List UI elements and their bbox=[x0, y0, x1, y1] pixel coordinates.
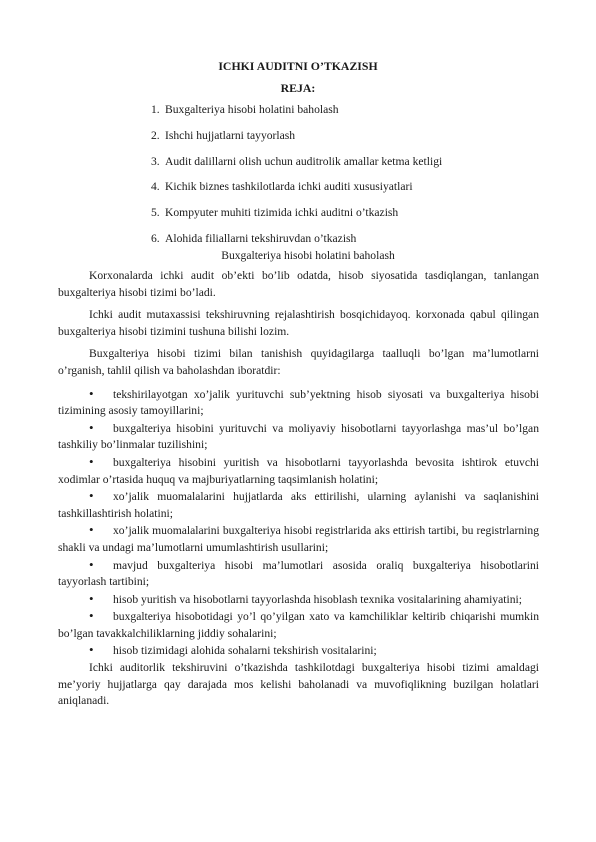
bullet-text: tekshirilayotgan xo’jalik yurituvchi sub’yektning hisob siyosati va buxgalteriya hisobi tizimining asosiy tamoyillarini; bbox=[58, 387, 539, 418]
bullet-icon: • bbox=[89, 488, 94, 504]
closing-paragraph: Ichki auditorlik tekshiruvini o’tkazishda tashkilotdagi buxgalteriya hisobi tizimi amaldagi me’yoriy hujjatlarga qay darajada mos kelishi baholanadi va muvofiqlikning buzilgan holatlari aniqlanadi. bbox=[58, 661, 539, 708]
bullet-text: hisob yuritish va hisobotlarni tayyorlashda hisoblash texnika vositalarining ahamiyatini; bbox=[113, 592, 522, 606]
bullet-icon: • bbox=[89, 419, 94, 435]
plan-list bbox=[151, 102, 442, 257]
bullet-text: buxgalteriya hisobotidagi yo’l qo’yilgan xato va kamchiliklar keltirib chiqarishi mumkin bo’lgan tavakkalchiliklarning jiddiy sohalarini; bbox=[58, 610, 539, 640]
plan-item-number: 2. bbox=[151, 128, 160, 142]
bullet-icon: • bbox=[89, 556, 94, 572]
plan-item-text: Kichik biznes tashkilotlarda ichki auditi xususiyatlari bbox=[165, 180, 413, 194]
bullet-item bbox=[58, 522, 539, 556]
plan-item bbox=[151, 179, 442, 205]
bullet-icon: • bbox=[89, 453, 94, 469]
plan-heading: REJA: bbox=[280, 81, 316, 95]
bullet-item bbox=[58, 591, 539, 609]
body-paragraph: Buxgalteriya hisobi tizimi bilan tanishish quyidagilarga taalluqli bo’lgan ma’lumotlarni o’rganish, tahlil qilish va baholashdan iboratdir: bbox=[58, 347, 539, 377]
bullet-text: buxgalteriya hisobini yurituvchi va moliyaviy hisobotlarni tayyorlashga mas’ul bo’lgan tashkiliy bo’linmalar tuzilishini; bbox=[58, 421, 539, 452]
bullet-item bbox=[58, 642, 539, 660]
bullet-icon: • bbox=[89, 385, 94, 401]
plan-item-number: 1. bbox=[151, 103, 160, 116]
plan-item bbox=[151, 128, 442, 154]
plan-item-text: Buxgalteriya hisobi holatini baholash bbox=[165, 103, 339, 116]
bullet-text: hisob tizimidagi alohida sohalarni tekshirish vositalarini; bbox=[113, 644, 377, 658]
bullet-text: buxgalteriya hisobini yuritish va hisobotlarni tayyorlashda bevosita ishtirok etuvchi xodimlar o’rtasida huquq va majburiyatlarning taqsimlanish holatini; bbox=[58, 455, 539, 486]
plan-item-number: 5. bbox=[151, 206, 160, 220]
bullet-item bbox=[58, 557, 539, 591]
plan-item bbox=[151, 154, 442, 180]
document-body bbox=[58, 268, 539, 710]
plan-item-number: 4. bbox=[151, 180, 160, 194]
bullet-text: xo’jalik muomalalarini buxgalteriya hisobi registrlarida aks ettirish tartibi, bu registrlarning shakli va undagi ma’lumotlarni umumlashtirish usullarini; bbox=[58, 524, 539, 554]
bullet-item bbox=[58, 420, 539, 454]
plan-item-text: Audit dalillarni olish uchun auditrolik amallar ketma ketligi bbox=[165, 154, 443, 168]
plan-item-number: 6. bbox=[151, 231, 160, 245]
plan-item-text: Ishchi hujjatlarni tayyorlash bbox=[165, 128, 296, 142]
bullet-text: xo’jalik muomalalarini hujjatlarda aks ettirilishi, ularning aylanishi va saqlanishini tashkillashtirish holatini; bbox=[58, 490, 539, 520]
plan-item bbox=[151, 102, 442, 128]
section-title: Buxgalteriya hisobi holatini baholash bbox=[221, 249, 395, 262]
body-paragraph: Korxonalarda ichki audit ob’ekti bo’lib odatda, hisob siyosatida tasdiqlangan, tanlangan buxgalteriya hisobi tizimi bo’ladi. bbox=[58, 269, 539, 299]
document-title: ICHKI AUDITNI O’TKAZISH bbox=[218, 59, 378, 73]
plan-item-text: Kompyuter muhiti tizimida ichki auditni o’tkazish bbox=[165, 206, 399, 220]
bullet-text: mavjud buxgalteriya hisobi ma’lumotlari asosida oraliq buxgalteriya hisobotlarini tayyorlash tartibini; bbox=[58, 558, 539, 589]
bullet-item bbox=[58, 454, 539, 488]
bullet-icon: • bbox=[89, 642, 94, 658]
plan-item-text: Alohida filiallarni tekshiruvdan o’tkazish bbox=[165, 231, 357, 245]
bullet-icon: • bbox=[89, 590, 94, 606]
bullet-item bbox=[58, 488, 539, 522]
plan-item-number: 3. bbox=[151, 154, 160, 168]
bullet-item bbox=[58, 386, 539, 420]
bullet-item bbox=[58, 608, 539, 642]
bullet-icon: • bbox=[89, 608, 94, 624]
plan-item bbox=[151, 205, 442, 231]
bullet-icon: • bbox=[89, 522, 94, 538]
body-paragraph: Ichki audit mutaxassisi tekshiruvning rejalashtirish bosqichidayoq. korxonada qabul qilingan buxgalteriya hisobi tizimini tushuna bilishi lozim. bbox=[58, 308, 539, 338]
